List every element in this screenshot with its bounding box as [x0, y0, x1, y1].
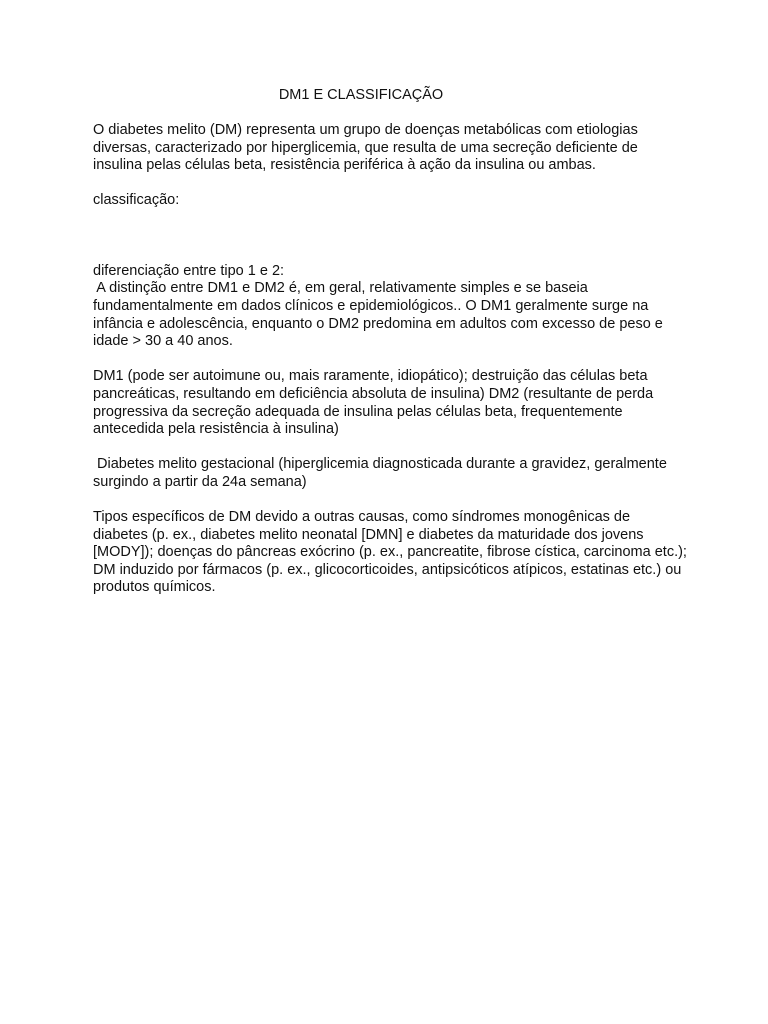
- paragraph-dm1-dm2: [93, 368, 693, 438]
- document-title: DM1 E CLASSIFICAÇÃO: [278, 87, 444, 103]
- text-line: [MODY]); doenças do pâncreas exócrino (p. ex., pancreatite, fibrose cística, carcinoma etc.);: [93, 544, 687, 561]
- text-line: idade > 30 a 40 anos.: [93, 333, 233, 350]
- paragraph-spacer: [93, 210, 693, 263]
- text-line: progressiva da secreção adequada de insulina pelas células beta, frequentemente: [93, 403, 623, 420]
- text-line: diversas, caracterizado por hiperglicemia, que resulta de uma secreção deficiente de: [93, 139, 638, 156]
- paragraph-spacer: [93, 439, 693, 457]
- paragraph-other-types: [93, 509, 693, 597]
- paragraph-spacer: [93, 175, 693, 193]
- text-line: Diabetes melito gestacional (hiperglicemia diagnosticada durante a gravidez, geralmente: [93, 456, 667, 473]
- paragraph-spacer: [93, 351, 693, 369]
- text-line: DM induzido por fármacos (p. ex., glicocorticoides, antipsicóticos atípicos, estatinas etc.) ou: [93, 561, 682, 578]
- text-line: DM1 (pode ser autoimune ou, mais raramente, idiopático); destruição das células beta: [93, 368, 648, 385]
- text-line: diabetes (p. ex., diabetes melito neonatal [DMN] e diabetes da maturidade dos jovens: [93, 526, 644, 543]
- text-line: infância e adolescência, enquanto o DM2 predomina em adultos com excesso de peso e: [93, 315, 663, 332]
- document-body: [93, 122, 693, 597]
- paragraph-intro: [93, 122, 693, 175]
- text-line: O diabetes melito (DM) representa um grupo de doenças metabólicas com etiologias: [93, 122, 638, 138]
- text-line: antecedida pela resistência à insulina): [93, 421, 339, 438]
- text-line: Tipos específicos de DM devido a outras causas, como síndromes monogênicas de: [93, 509, 631, 526]
- text-line: pancreáticas, resultando em deficiência absoluta de insulina) DM2 (resultante de perda: [93, 385, 654, 402]
- text-line: surgindo a partir da 24a semana): [93, 473, 307, 490]
- text-line: fundamentalmente em dados clínicos e epidemiológicos.. O DM1 geralmente surge na: [93, 297, 649, 314]
- classification-label: classificação:: [93, 192, 180, 209]
- paragraph-differentiation: [93, 263, 693, 351]
- paragraph-spacer: [93, 491, 693, 509]
- text-line: insulina pelas células beta, resistência periférica à ação da insulina ou ambas.: [93, 157, 596, 174]
- text-line: produtos químicos.: [93, 579, 216, 596]
- paragraph-gestational: [93, 456, 693, 491]
- text-line: diferenciação entre tipo 1 e 2:: [93, 262, 285, 279]
- text-line: A distinção entre DM1 e DM2 é, em geral, relativamente simples e se baseia: [93, 280, 588, 297]
